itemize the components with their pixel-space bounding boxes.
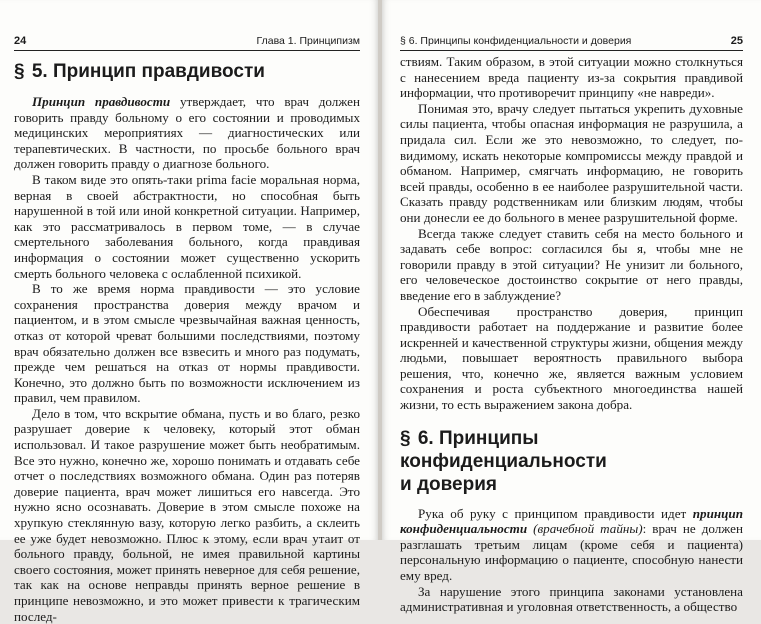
- paragraph: Дело в том, что вскрытие обмана, пусть и во благо, резко разрушает доверие к человеку, который этот обман использовал. И такое разрушение может быть необратимым. Все это нужно, конечно же, хорошо понимать и отдавать себе отчет о последствиях возможного обмана. Один раз потеряв доверие пациента, врач может лишиться его навсегда. Это нужно ясно осознавать. Доверие в этом смысле похоже на хрупкую стеклянную вазу, которую легко разбить, а склеить ее уже будет невозможно. Плюс к этому, если врач утаит от больного правду, больной, не имея правильной картины своего состояния, может принять неверное для себя решение, так как на основе неправды принять верное решение в принципе невозможно, и это может привести к трагическим послед-: [14, 405, 360, 624]
- paragraph: [400, 506, 743, 584]
- section-heading: [14, 60, 360, 83]
- right-page: [382, 0, 761, 615]
- paragraph: В то же время норма правдивости — это условие сохранения пространства доверия между врачом и пациентом, и в этом смысле чрезвычайная важная ценность, отказ от которой чреват большими последствиями, поэтому врач обязательно должен все взвесить и много раз подумать, прежде чем решаться на отказ от нормы правдивости. Конечно, это должно быть по возможности исключением из правил, чем правилом.: [14, 281, 360, 406]
- running-head: Глава 1. Принципизм: [256, 35, 360, 47]
- running-head: § 6. Принципы конфиденциальности и доверия: [400, 35, 632, 47]
- section-symbol: §: [14, 61, 25, 82]
- left-page-header: [14, 34, 360, 51]
- right-page-body: [400, 54, 743, 615]
- paragraph-text: Рука об руку с принципом правдивости идет: [418, 505, 693, 521]
- paragraph-text: утверждает, что врач должен говорить правду больному о его состоянии и проводимых медицинских мероприятиях — диагностических или терапевтических. В частности, по просьбе больного врач должен говорить правду о диагнозе больного.: [14, 94, 360, 172]
- section-heading-text: 5. Принцип правдивости: [31, 61, 265, 82]
- section-heading: [400, 427, 743, 496]
- section-heading-line1: 6. Принципы конфиденциальности: [400, 427, 607, 472]
- right-page-header: [400, 34, 743, 51]
- left-page-body: [14, 60, 360, 624]
- left-page: [0, 0, 378, 624]
- section-symbol: §: [400, 427, 411, 449]
- paragraph: Всегда также следует ставить себя на место больного и задавать себе вопрос: согласился бы я, чтобы мне не говорили правду в этой ситуации? Не унизит ли больного, его человеческое достоинство сокрытие от него правды, введение его в заблуждение?: [400, 225, 743, 303]
- paragraph-continued: ствиям. Таким образом, в этой ситуации можно столкнуться с нанесением вреда пациенту из-за сокрытия правдивой информации, что противоречит принципу «не навреди».: [400, 54, 743, 101]
- term-italic: (врачебной тайны): [527, 521, 643, 537]
- paragraph: Понимая это, врачу следует пытаться укрепить духовные силы пациента, чтобы опасная информация не разрушила, а придала сил. Если же это невозможно, то следует, по-видимому, искать некоторые компромиссы между правдой и обманом. Например, смягчать информацию, не говорить всей правды, особенно в ее наиболее разрушительной части. Сказать правду родственникам или близким людям, чтобы они донесли ее до больного в менее разрушительной форме.: [400, 100, 743, 225]
- paragraph: В таком виде это опять-таки prima facie моральная норма, верная в своей абстрактности, но способная быть нарушенной в той или иной конкретной ситуации. Например, как это рассматривалось в первом томе, — в случае смертельного заболевания больного, когда правдивая информация о состоянии может существенно ускорить смерть больного человека с ослабленной психикой.: [14, 171, 360, 281]
- term-bold-italic: Принцип правдивости: [32, 94, 171, 109]
- paragraph: За нарушение этого принципа законами установлена административная и уголовная ответственность, а общество: [400, 583, 743, 615]
- paragraph: [14, 94, 360, 172]
- section-heading-line2: и доверия: [400, 473, 497, 495]
- page-number: 25: [730, 35, 743, 47]
- term-bold-italic: принцип конфиденциальности: [400, 505, 743, 537]
- paragraph: Обеспечивая пространство доверия, принцип правдивости работает на поддержание и развитие более искренней и качественной структуры жизни, общения между людьми, повышает вероятность правильного выбора решения, что, конечно же, является важным условием сохранения и роста субъектного многоединства нашей жизни, то есть выражением закона добра.: [400, 303, 743, 413]
- paragraph-text: : врач не должен разглашать третьим лицам (кроме себя и пациента) персональную информацию о пациенте, способную нанести ему вред.: [400, 521, 743, 584]
- page-number: 24: [14, 35, 27, 47]
